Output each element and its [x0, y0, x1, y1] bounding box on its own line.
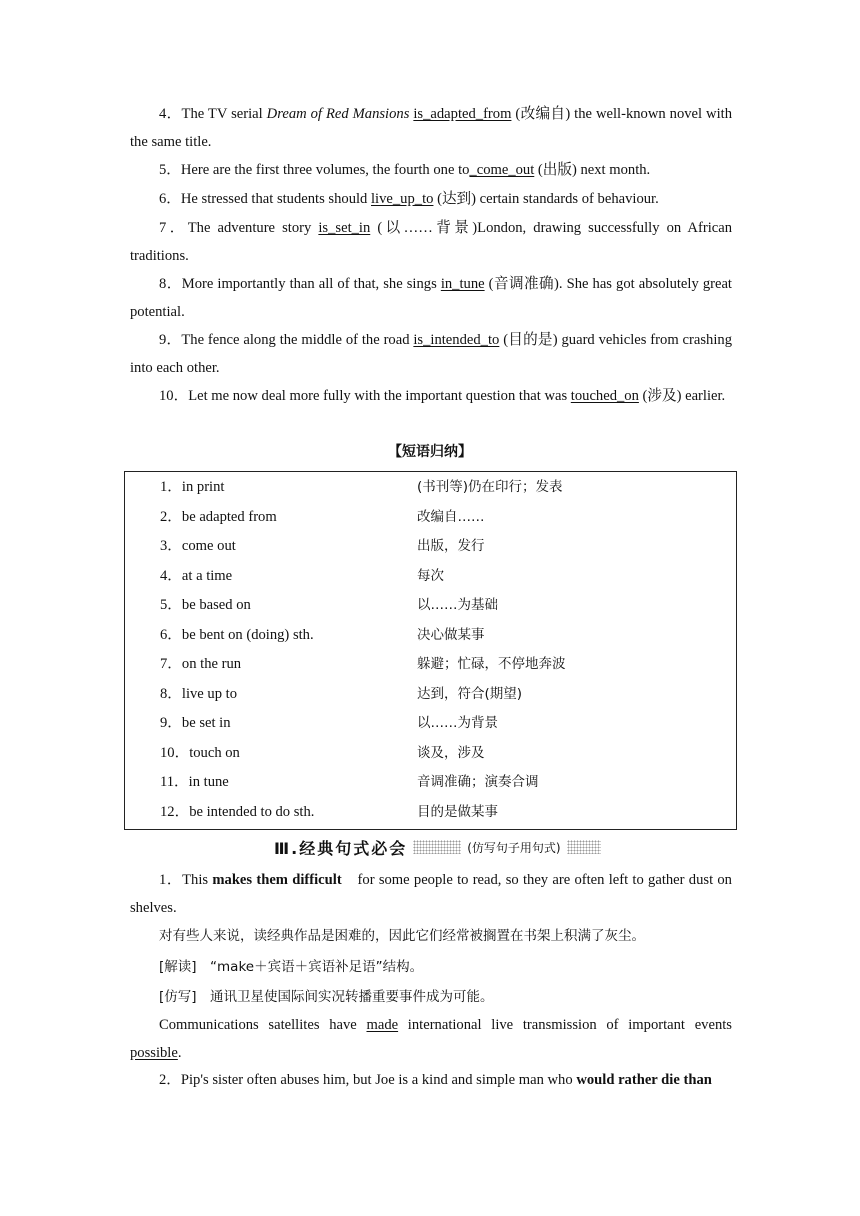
phrase-cn: 达到，符合(期望)	[417, 685, 523, 702]
phrase-en: 12．be intended to do sth.	[160, 803, 315, 820]
phrase-cn: 以……为基础	[417, 597, 498, 613]
answer-blank: live_up_to	[371, 191, 434, 207]
phrase-row	[125, 738, 736, 767]
phrase-en: 11．in tune	[160, 774, 229, 790]
phrase-en: 7．on the run	[160, 656, 242, 672]
sentence-1	[130, 866, 732, 922]
answer-blank: made	[366, 1017, 399, 1033]
phrase-cn: 出版，发行	[417, 538, 485, 554]
book-title: Dream of Red Mansions	[266, 106, 410, 122]
sentence-text: 1．This	[159, 872, 213, 888]
phrase-cn: (书刊等)仍在印行；发表	[417, 479, 563, 495]
item-text: (以……背景)London, drawing successfully on African traditions.	[130, 220, 732, 264]
key-structure: would rather die than	[576, 1072, 712, 1088]
sentence-1-answer	[130, 1011, 732, 1067]
item-text: (达到) certain standards of behaviour.	[433, 191, 659, 207]
phrase-cn: 决心做某事	[417, 626, 485, 643]
item-text: 4．The TV serial	[159, 106, 267, 122]
answer-blank: is_intended_to	[413, 332, 500, 348]
exercise-item-4	[130, 100, 732, 156]
phrase-row	[125, 708, 736, 737]
exercise-item-8	[130, 270, 732, 326]
phrase-row	[125, 797, 736, 826]
phrase-cn: 以……为背景	[417, 715, 498, 731]
item-text: (目的是) guard vehicles from crashing into each other.	[130, 332, 732, 376]
phrase-cn: 谈及，涉及	[417, 744, 485, 761]
phrase-en: 2．be adapted from	[160, 508, 277, 525]
phrase-en: 8．live up to	[160, 685, 238, 702]
answer-blank: _come_out	[469, 162, 535, 178]
phrase-summary-heading: 【短语归纳】	[388, 444, 472, 460]
answer-text: Communications satellites have	[159, 1017, 367, 1033]
phrase-en: 9．be set in	[160, 715, 231, 731]
phrase-row	[125, 679, 736, 708]
exercise-item-10	[130, 382, 732, 410]
sentence-text: 2．Pip's sister often abuses him, but Joe is a kind and simple man who	[159, 1072, 577, 1088]
section-3-header	[274, 836, 601, 858]
phrase-en: 1．in print	[160, 479, 225, 495]
phrase-row	[125, 590, 736, 619]
phrase-table	[124, 471, 737, 830]
phrase-en: 4．at a time	[160, 567, 233, 584]
phrase-cn: 躲避；忙碌，不停地奔波	[417, 656, 566, 672]
exercise-item-9	[130, 326, 732, 382]
answer-blank: in_tune	[440, 276, 485, 292]
phrase-cn: 目的是做某事	[417, 803, 498, 820]
item-text: 9．The fence along the middle of the road	[159, 332, 414, 348]
phrase-row	[125, 472, 736, 501]
answer-blank: possible	[130, 1045, 178, 1061]
answer-blank: touched_on	[570, 388, 639, 404]
answer-blank: is_adapted_from	[413, 106, 512, 122]
item-text: (改编自) the well-known novel with the same title.	[130, 106, 732, 150]
dotted-decoration	[413, 840, 461, 854]
item-text: 10．Let me now deal more fully with the important question that was	[159, 388, 571, 404]
dotted-decoration	[567, 840, 601, 854]
phrase-en: 10．touch on	[160, 744, 240, 761]
item-text: 7．The adventure story	[159, 220, 319, 236]
item-text: (出版) next month.	[534, 162, 651, 178]
phrase-row	[125, 767, 736, 796]
phrase-cn: 每次	[417, 567, 444, 584]
phrase-cn: 音调准确；演奏合调	[417, 774, 539, 790]
phrase-row	[125, 649, 736, 678]
phrase-en: 5．be based on	[160, 597, 251, 613]
phrase-cn: 改编自……	[417, 508, 485, 525]
item-text: (音调准确). She has got absolutely great potential.	[130, 276, 732, 320]
exercise-item-7	[130, 214, 732, 270]
answer-blank: is_set_in	[318, 220, 371, 236]
section-title: Ⅲ.经典句式必会	[274, 838, 408, 858]
exercise-item-5	[130, 156, 732, 184]
exercise-item-6	[130, 185, 732, 213]
item-text: (涉及) earlier.	[638, 388, 726, 404]
answer-text: international live transmission of important events	[398, 1017, 732, 1033]
sentence-1-analysis: [解读] “make＋宾语＋宾语补足语”结构。	[159, 959, 424, 975]
sentence-2	[130, 1066, 732, 1094]
phrase-row	[125, 561, 736, 590]
phrase-row	[125, 502, 736, 531]
phrase-en: 6．be bent on (doing) sth.	[160, 626, 314, 643]
item-text: 5．Here are the first three volumes, the fourth one to	[159, 162, 470, 178]
answer-text: .	[177, 1045, 182, 1061]
phrase-row	[125, 531, 736, 560]
sentence-text: for some people to read, so they are often left to gather dust on shelves.	[130, 872, 732, 916]
item-text: 8．More importantly than all of that, she sings	[159, 276, 441, 292]
phrase-row	[125, 620, 736, 649]
phrase-en: 3．come out	[160, 538, 236, 554]
sentence-1-imitation: [仿写] 通讯卫星使国际间实况转播重要事件成为可能。	[159, 989, 494, 1005]
section-subtitle: (仿写句子用句式)	[467, 840, 561, 855]
item-text: 6．He stressed that students should	[159, 191, 371, 207]
key-structure: makes them difficult	[212, 872, 342, 888]
sentence-1-translation: 对有些人来说，读经典作品是困难的，因此它们经常被搁置在书架上积满了灰尘。	[159, 928, 645, 944]
